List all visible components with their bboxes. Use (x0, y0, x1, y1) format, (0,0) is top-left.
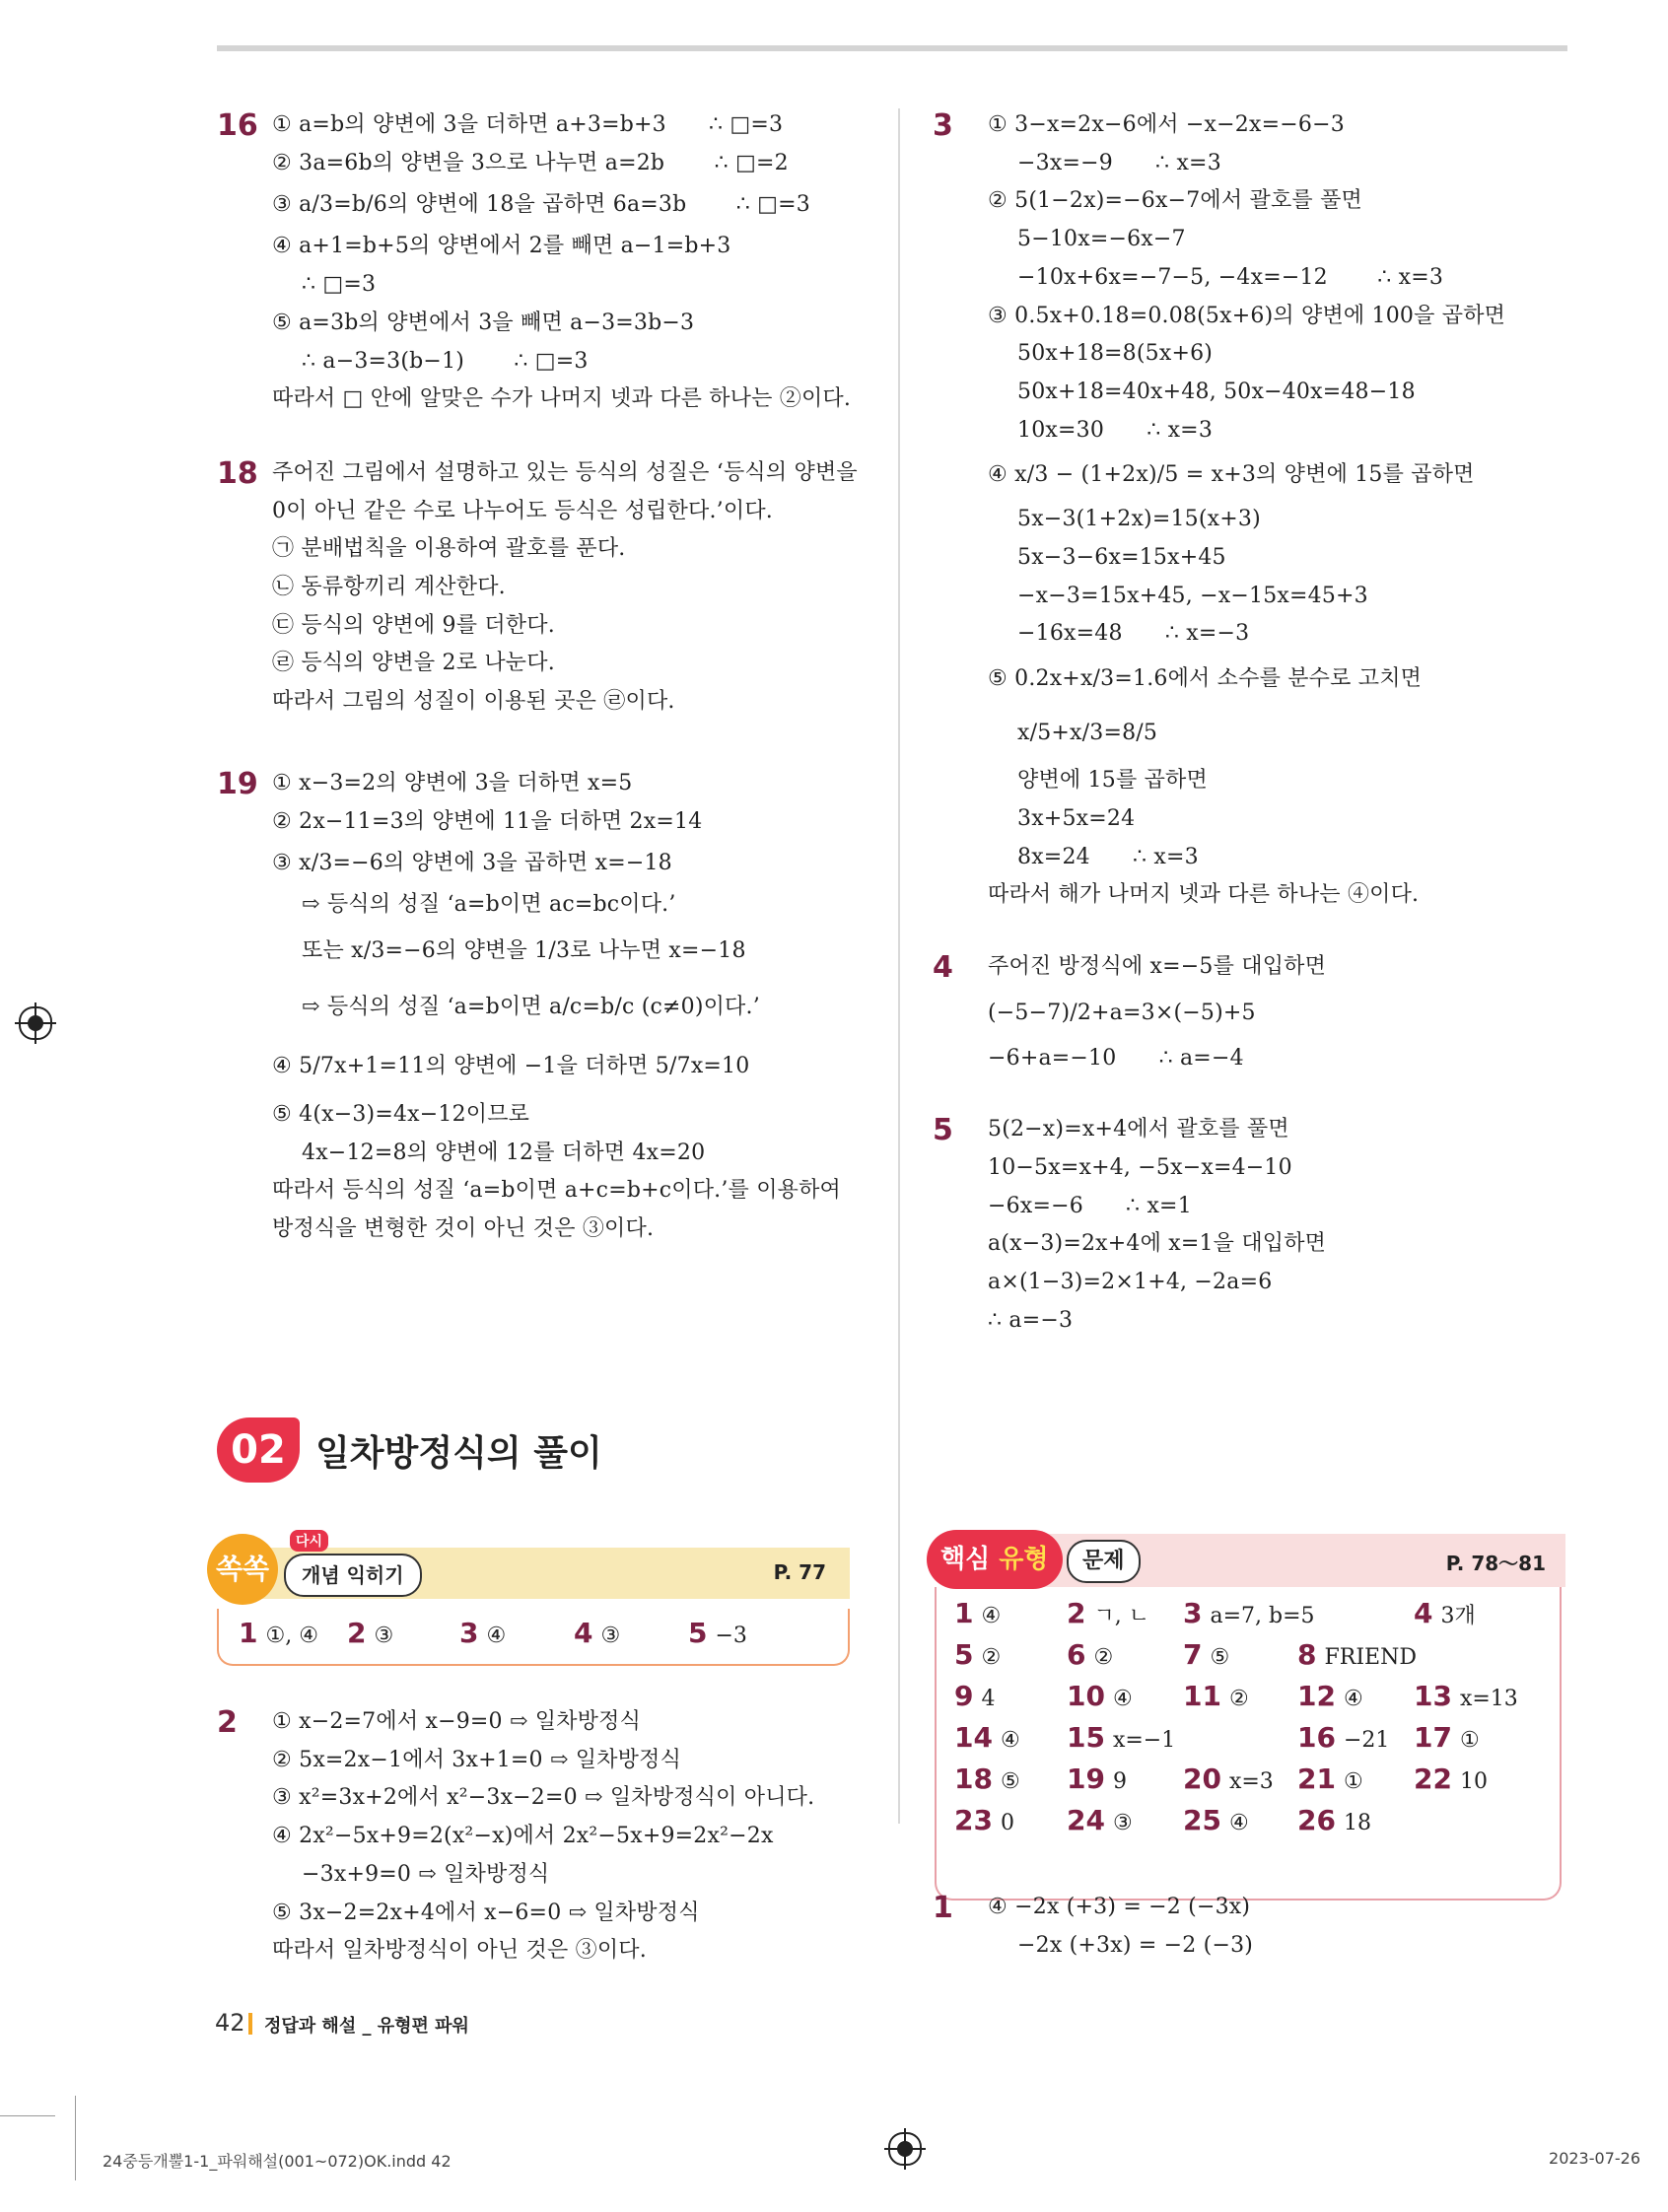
solution-line: ③ a/3=b/6의 양변에 18을 곱하면 6a=3b ∴ □=3 (272, 192, 810, 218)
solution-line: ② 5x=2x−1에서 3x+1=0 ⇨ 일차방정식 (272, 1747, 682, 1772)
solution-line: 따라서 그림의 성질이 이용된 곳은 ㉣이다. (272, 689, 675, 715)
solution-line: 따라서 등식의 성질 ‘a=b이면 a+c=b+c이다.’를 이용하여 (272, 1178, 842, 1204)
footer-separator (248, 2013, 252, 2035)
column-divider (898, 108, 900, 1824)
solution-line: ③ x/3=−6의 양변에 3을 곱하면 x=−18 (272, 851, 672, 876)
problem-1-core (933, 1889, 1564, 1965)
answer-item: 24 ③ (1067, 1804, 1133, 1836)
core-answers (935, 1587, 1562, 1901)
solution-line: ③ x²=3x+2에서 x²−3x−2=0 ⇨ 일차방정식이 아니다. (272, 1785, 815, 1811)
answer-item: 5 ② (954, 1638, 1002, 1671)
solution-line: ㉣ 등식의 양변을 2로 나눈다. (272, 651, 555, 676)
answer-item: 3 a=7, b=5 (1183, 1597, 1315, 1629)
answer-item: 19 9 (1067, 1763, 1127, 1795)
problem-number: 16 (217, 108, 258, 143)
solution-line: 또는 x/3=−6의 양변을 1/3로 나누면 x=−18 (302, 937, 746, 963)
solution-line: ⇨ 등식의 성질 ‘a=b이면 a/c=b/c (c≠0)이다.’ (302, 994, 760, 1019)
problem-18 (217, 454, 877, 722)
solution-line: 따라서 해가 나머지 넷과 다른 하나는 ④이다. (988, 882, 1420, 908)
answer-item: 7 ⑤ (1183, 1638, 1230, 1671)
answer-item: 2 ③ (347, 1617, 394, 1649)
problem-number: 3 (933, 108, 953, 143)
solution-line: a×(1−3)=2×1+4, −2a=6 (988, 1270, 1273, 1295)
solution-line: ∴ a=−3 (988, 1307, 1074, 1333)
answer-item: 11 ② (1183, 1680, 1249, 1712)
left-column (217, 106, 877, 1249)
answer-item: 25 ④ (1183, 1804, 1249, 1836)
registration-mark-icon (888, 2132, 922, 2166)
answer-item: 1 ④ (954, 1597, 1002, 1629)
answer-item: 9 4 (954, 1680, 996, 1712)
solution-line: ㉠ 분배법칙을 이용하여 괄호를 푼다. (272, 536, 626, 562)
solution-line: ① x−2=7에서 x−9=0 ⇨ 일차방정식 (272, 1709, 642, 1734)
print-date: 2023-07-26 (1549, 2149, 1640, 2168)
concept-answers (217, 1609, 850, 1666)
solution-line: −x−3=15x+45, −x−15x=45+3 (1017, 583, 1368, 608)
solution-line: ⑤ a=3b의 양변에서 3을 빼면 a−3=3b−3 (272, 310, 695, 335)
solution-line: −6+a=−10 ∴ a=−4 (988, 1045, 1244, 1071)
answer-item: 23 0 (954, 1804, 1014, 1836)
problem-label: 문제 (1067, 1540, 1141, 1583)
solution-line: ⑤ 3x−2=2x+4에서 x−6=0 ⇨ 일차방정식 (272, 1900, 700, 1925)
registration-mark-icon (19, 1006, 52, 1040)
solution-line: x/5+x/3=8/5 (1017, 721, 1158, 746)
solution-line: 주어진 그림에서 설명하고 있는 등식의 성질은 ‘등식의 양변을 (272, 459, 858, 485)
solution-line: −16x=48 ∴ x=−3 (1017, 621, 1250, 647)
left-bottom (217, 1703, 877, 1970)
problem-number: 5 (933, 1113, 953, 1148)
core-type-box (931, 1534, 1565, 1901)
answer-item: 26 18 (1297, 1804, 1371, 1836)
solution-line: 5x−3−6x=15x+45 (1017, 545, 1226, 571)
solution-line: ② 5(1−2x)=−6x−7에서 괄호를 풀면 (988, 188, 1362, 214)
solution-line: 3x+5x=24 (1017, 805, 1136, 831)
solution-line: −3x=−9 ∴ x=3 (1017, 150, 1221, 175)
answer-item: 10 ④ (1067, 1680, 1133, 1712)
answer-item: 2 ㄱ, ㄴ (1067, 1597, 1149, 1629)
print-file-info: 24중등개뿔1-1_파워해설(001~072)OK.indd 42 (103, 2152, 452, 2171)
concept-page-ref: P. 77 (773, 1560, 826, 1584)
solution-line: 5x−3(1+2x)=15(x+3) (1017, 507, 1261, 532)
solution-line: 8x=24 ∴ x=3 (1017, 844, 1199, 869)
answer-item: 12 ④ (1297, 1680, 1363, 1712)
solution-line: 주어진 방정식에 x=−5를 대입하면 (988, 953, 1327, 979)
problem-16 (217, 106, 877, 419)
problem-2 (217, 1703, 877, 1970)
answer-item: 17 ① (1414, 1721, 1480, 1754)
solution-line: ∴ □=3 (302, 272, 377, 298)
core-label: 핵심 유형 (927, 1530, 1063, 1589)
solution-line: 방정식을 변형한 것이 아닌 것은 ③이다. (272, 1216, 655, 1242)
solution-line: 50x+18=8(5x+6) (1017, 341, 1214, 367)
top-rule (217, 45, 1567, 51)
answer-item: 6 ② (1067, 1638, 1114, 1671)
right-column (933, 106, 1573, 1341)
solution-line: ∴ a−3=3(b−1) ∴ □=3 (302, 348, 589, 374)
solution-line: ① a=b의 양변에 3을 더하면 a+3=b+3 ∴ □=3 (272, 112, 784, 137)
section-title: 일차방정식의 풀이 (315, 1433, 602, 1474)
answer-item: 14 ④ (954, 1721, 1020, 1754)
solution-line: ① x−3=2의 양변에 3을 더하면 x=5 (272, 770, 633, 795)
problem-number: 4 (933, 949, 953, 985)
solution-line: 0이 아닌 같은 수로 나누어도 등식은 성립한다.’이다. (272, 498, 773, 523)
solution-line: ④ 2x²−5x+9=2(x²−x)에서 2x²−5x+9=2x²−2x (272, 1824, 774, 1849)
answer-item: 15 x=−1 (1067, 1721, 1176, 1754)
answer-item: 4 ③ (574, 1617, 621, 1649)
crop-mark (0, 2115, 55, 2116)
core-header (931, 1534, 1565, 1587)
section-number-badge: 02 (217, 1417, 300, 1483)
answer-item: 5 −3 (688, 1617, 747, 1649)
problem-number: 2 (217, 1705, 238, 1740)
answer-item: 20 x=3 (1183, 1763, 1274, 1795)
concept-label: 개념 익히기 (284, 1554, 422, 1597)
solution-line: 5(2−x)=x+4에서 괄호를 풀면 (988, 1117, 1289, 1142)
answer-item: 8 FRIEND (1297, 1638, 1417, 1671)
page-number: 42 (215, 2009, 245, 2037)
concept-review-box (203, 1534, 850, 1666)
solution-line: 4x−12=8의 양변에 12를 더하면 4x=20 (302, 1140, 706, 1165)
solution-line: 10x=30 ∴ x=3 (1017, 417, 1214, 443)
solution-line: ㉢ 등식의 양변에 9를 더한다. (272, 612, 555, 638)
solution-line: −2x (+3x) = −2 (−3) (1017, 1932, 1254, 1958)
solution-line: −3x+9=0 ⇨ 일차방정식 (302, 1861, 550, 1887)
problem-number: 1 (933, 1891, 953, 1925)
solution-line: ⑤ 0.2x+x/3=1.6에서 소수를 분수로 고치면 (988, 666, 1423, 692)
solution-line: 50x+18=40x+48, 50x−40x=48−18 (1017, 379, 1416, 404)
concept-header (215, 1534, 850, 1599)
solution-line: a(x−3)=2x+4에 x=1을 대입하면 (988, 1231, 1327, 1257)
problem-1-body (933, 1889, 1564, 1965)
answer-item: 21 ① (1297, 1763, 1363, 1795)
crop-mark (75, 2096, 76, 2180)
problem-5 (933, 1111, 1573, 1340)
problem-3 (933, 106, 1573, 915)
solution-line: ④ x/3 − (1+2x)/5 = x+3의 양변에 15를 곱하면 (988, 462, 1475, 488)
solution-line: 5−10x=−6x−7 (1017, 227, 1186, 252)
solution-line: ④ 5/7x+1=11의 양변에 −1을 더하면 5/7x=10 (272, 1053, 750, 1078)
problem-number: 18 (217, 455, 258, 491)
solution-line: ③ 0.5x+0.18=0.08(5x+6)의 양변에 100을 곱하면 (988, 303, 1506, 328)
solution-line: −10x+6x=−7−5, −4x=−12 ∴ x=3 (1017, 264, 1444, 290)
solution-line: ⇨ 등식의 성질 ‘a=b이면 ac=bc이다.’ (302, 892, 676, 918)
solution-line: 양변에 15를 곱하면 (1017, 768, 1208, 794)
solution-line: ② 3a=6b의 양변을 3으로 나누면 a=2b ∴ □=2 (272, 150, 789, 175)
answer-item: 1 ①, ④ (239, 1617, 318, 1649)
answer-item: 18 ⑤ (954, 1763, 1020, 1795)
problem-number: 19 (217, 766, 258, 801)
solution-line: −6x=−6 ∴ x=1 (988, 1193, 1192, 1218)
solution-line: ② 2x−11=3의 양변에 11을 더하면 2x=14 (272, 808, 703, 834)
problem-4 (933, 948, 1573, 1077)
solution-line: ㉡ 동류항끼리 계산한다. (272, 575, 506, 600)
solution-line: ④ a+1=b+5의 양변에서 2를 빼면 a−1=b+3 (272, 234, 731, 259)
solution-line: 10−5x=x+4, −5x−x=4−10 (988, 1155, 1292, 1181)
answer-item: 16 −21 (1297, 1721, 1390, 1754)
solution-line: ⑤ 4(x−3)=4x−12이므로 (272, 1101, 530, 1127)
answer-item: 22 10 (1414, 1763, 1488, 1795)
answer-item: 3 ④ (459, 1617, 507, 1649)
answer-item: 4 3개 (1414, 1597, 1476, 1629)
core-page-ref: P. 78～81 (1445, 1552, 1546, 1575)
solution-line: ④ −2x (+3) = −2 (−3x) (988, 1895, 1251, 1919)
solution-line: (−5−7)/2+a=3×(−5)+5 (988, 1000, 1256, 1025)
ssokssok-icon: 쏙쏙 (207, 1534, 278, 1605)
solution-line: 따라서 일차방정식이 아닌 것은 ③이다. (272, 1938, 647, 1964)
solution-line: ① 3−x=2x−6에서 −x−2x=−6−3 (988, 112, 1345, 137)
solution-line: 따라서 □ 안에 알맞은 수가 나머지 넷과 다른 하나는 ②이다. (272, 386, 852, 412)
footer-label: 정답과 해설 _ 유형편 파워 (264, 2016, 469, 2037)
problem-19 (217, 765, 877, 1249)
again-tag: 다시 (290, 1530, 328, 1552)
answer-item: 13 x=13 (1414, 1680, 1518, 1712)
